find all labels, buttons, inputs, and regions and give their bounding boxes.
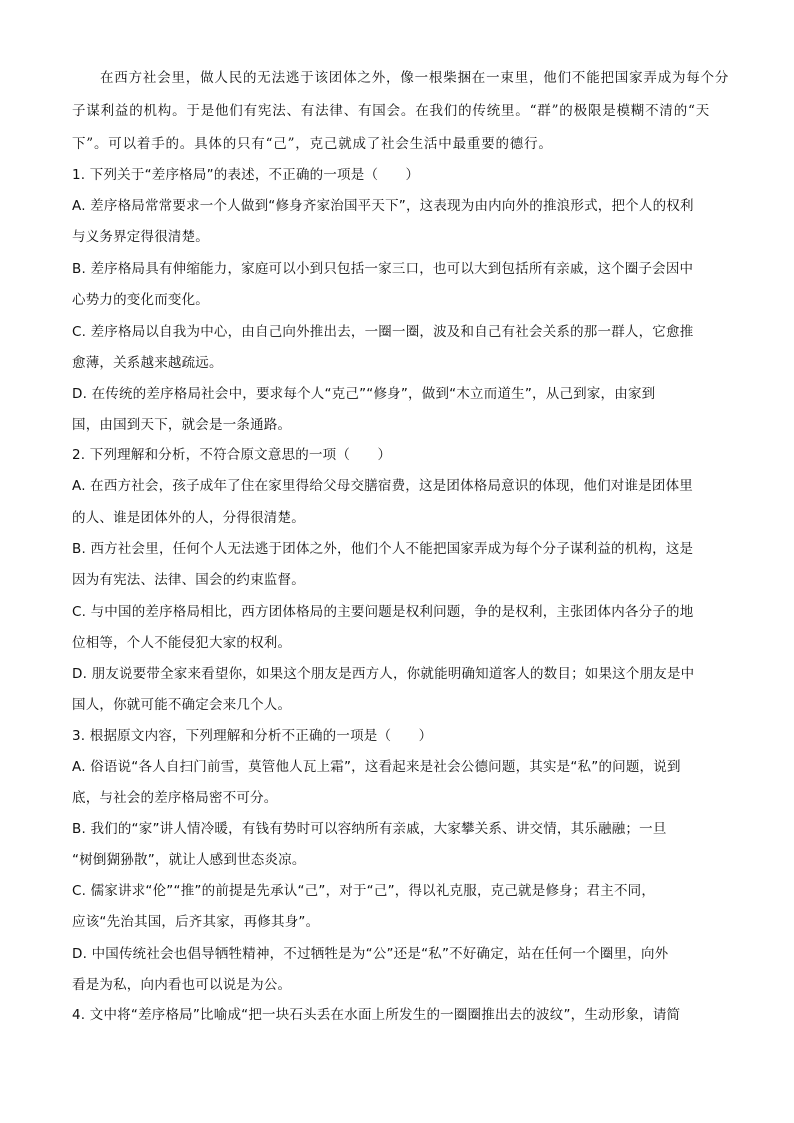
- question-3-option-d-cont: 看是为私，向内看也可以说是为公。: [72, 977, 292, 993]
- question-3-option-c-cont: 应该“先治其国，后齐其家，再修其身”。: [72, 914, 320, 930]
- question-1-option-c: C. 差序格局以自我为中心，由自己向外推出去，一圈一圈，波及和自己有社会关系的那一群人，它愈推: [72, 324, 694, 340]
- question-1-option-b: B. 差序格局具有伸缩能力，家庭可以小到只包括一家三口，也可以大到包括所有亲戚，这个圈子会因中: [72, 261, 694, 277]
- question-1-option-c-cont: 愈薄，关系越来越疏远。: [72, 355, 223, 371]
- passage-line: 下”。可以着手的。具体的只有“己”，克己就成了社会生活中最重要的德行。: [72, 136, 553, 152]
- question-1-option-a-cont: 与义务界定得很清楚。: [72, 229, 209, 245]
- question-3-option-d: D. 中国传统社会也倡导牺牲精神，不过牺牲是为“公”还是“私”不好确定，站在任何一个圈里，向外: [72, 946, 669, 962]
- passage-line: 在西方社会里，做人民的无法逃于该团体之外，像一根柴捆在一束里，他们不能把国家弄成为每个分: [100, 70, 730, 86]
- question-1-option-b-cont: 心势力的变化而变化。: [72, 292, 209, 308]
- question-2-option-c: C. 与中国的差序格局相比，西方团体格局的主要问题是权利问题，争的是权利，主张团体内各分子的地: [72, 604, 694, 620]
- question-1-stem: 1. 下列关于“差序格局”的表述，不正确的一项是（ ）: [72, 167, 420, 183]
- question-2-option-d: D. 朋友说要带全家来看望你，如果这个朋友是西方人，你就能明确知道客人的数目；如果这个朋友是中: [72, 666, 695, 682]
- passage-line: 子谋利益的机构。于是他们有宪法、有法律、有国会。在我们的传统里。“群”的极限是模糊不清的“天: [72, 103, 711, 119]
- question-3-option-c: C. 儒家讲求“伦”“推”的前提是先承认“己”，对于“己”，得以礼克服，克己就是修身；君主不同，: [72, 883, 656, 899]
- question-3-option-b: B. 我们的“家”讲人情冷暖，有钱有势时可以容纳所有亲戚，大家攀关系、讲交情，其乐融融；一旦: [72, 821, 667, 837]
- question-3-option-a: A. 俗语说“各人自扫门前雪，莫管他人瓦上霜”，这看起来是社会公德问题，其实是“私”的问题，说到: [72, 759, 681, 775]
- question-2-option-d-cont: 国人，你就可能不确定会来几个人。: [72, 697, 292, 713]
- question-1-option-d-cont: 国，由国到天下，就会是一条通路。: [72, 417, 292, 433]
- question-3-option-b-cont: “树倒猢狲散”，就让人感到世态炎凉。: [72, 852, 306, 868]
- question-2-option-b-cont: 因为有宪法、法律、国会的约束监督。: [72, 572, 305, 588]
- question-2-option-a: A. 在西方社会，孩子成年了住在家里得给父母交膳宿费，这是团体格局意识的体现，他们对谁是团体里: [72, 478, 693, 494]
- question-1-option-d: D. 在传统的差序格局社会中，要求每个人“克己”“修身”，做到“木立而道生”，从己到家，由家到: [72, 386, 656, 402]
- question-2-stem: 2. 下列理解和分析，不符合原文意思的一项（ ）: [72, 447, 392, 463]
- question-2-option-a-cont: 的人、谁是团体外的人，分得很清楚。: [72, 510, 305, 526]
- question-1-option-a: A. 差序格局常常要求一个人做到“修身齐家治国平天下”，这表现为由内向外的推浪形式，把个人的权利: [72, 198, 694, 214]
- question-4-stem: 4. 文中将“差序格局”比喻成“把一块石头丢在水面上所发生的一圈圈推出去的波纹”，生动形象，请简: [72, 1007, 681, 1023]
- question-2-option-c-cont: 位相等，个人不能侵犯大家的权利。: [72, 635, 292, 651]
- question-3-option-a-cont: 底，与社会的差序格局密不可分。: [72, 790, 278, 806]
- question-3-stem: 3. 根据原文内容，下列理解和分析不正确的一项是（ ）: [72, 728, 433, 744]
- question-2-option-b: B. 西方社会里，任何个人无法逃于团体之外，他们个人不能把国家弄成为每个分子谋利益的机构，这是: [72, 541, 694, 557]
